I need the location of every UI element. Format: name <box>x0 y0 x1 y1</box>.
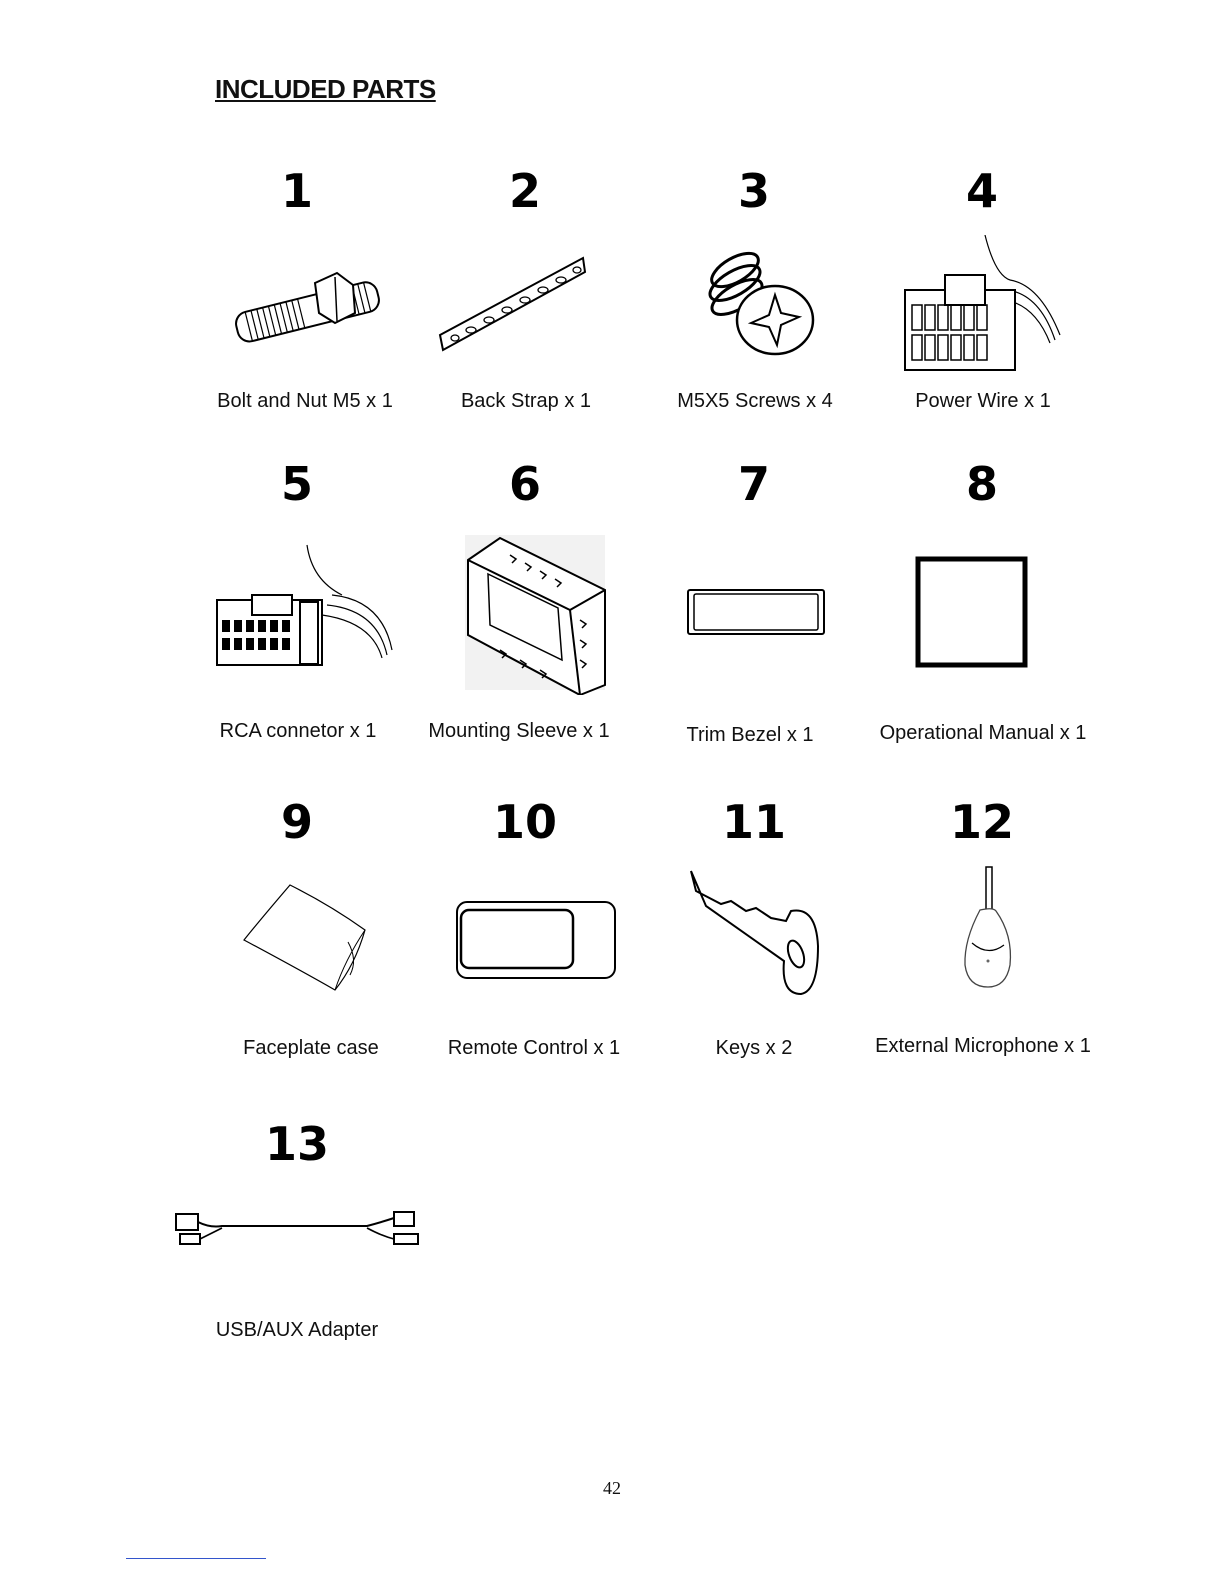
microphone-icon <box>958 865 1018 990</box>
part-label: Power Wire x 1 <box>915 390 1051 412</box>
part-label: M5X5 Screws x 4 <box>677 390 833 412</box>
part-number: 6 <box>508 457 541 511</box>
key-icon <box>686 866 826 996</box>
trim-bezel-icon <box>686 588 826 638</box>
part-number: 3 <box>737 164 770 218</box>
part-number: 11 <box>721 795 786 849</box>
part-number: 10 <box>492 795 557 849</box>
part-label: Keys x 2 <box>715 1037 793 1059</box>
part-label: Faceplate case <box>243 1037 379 1059</box>
remote-control-icon <box>455 900 617 980</box>
part-label: USB/AUX Adapter <box>215 1319 379 1341</box>
part-label: RCA connetor x 1 <box>219 720 377 742</box>
back-strap-icon <box>435 250 590 355</box>
part-label: Operational Manual x 1 <box>879 722 1087 744</box>
bolt-nut-icon <box>225 255 390 345</box>
manual-icon <box>915 556 1028 668</box>
screw-icon <box>695 245 820 360</box>
part-number: 8 <box>965 457 998 511</box>
page-number: 42 <box>603 1478 621 1498</box>
usb-aux-cable-icon <box>172 1208 424 1250</box>
part-label: Remote Control x 1 <box>447 1037 621 1059</box>
part-label: External Microphone x 1 <box>875 1035 1091 1057</box>
part-number: 4 <box>965 164 998 218</box>
page-title: INCLUDED PARTS <box>215 74 436 104</box>
part-number: 5 <box>280 457 313 511</box>
part-number: 1 <box>280 164 313 218</box>
part-label: Bolt and Nut M5 x 1 <box>217 390 393 412</box>
part-number: 9 <box>280 795 313 849</box>
part-number: 7 <box>737 457 770 511</box>
part-label: Back Strap x 1 <box>460 390 592 412</box>
part-number: 13 <box>264 1117 329 1171</box>
part-number: 2 <box>508 164 541 218</box>
footer-divider <box>126 1558 266 1559</box>
part-label: Mounting Sleeve x 1 <box>428 720 610 742</box>
rca-connector-icon <box>212 540 397 675</box>
faceplate-case-icon <box>240 880 370 995</box>
part-number: 12 <box>949 795 1014 849</box>
part-label: Trim Bezel x 1 <box>686 724 814 746</box>
power-wire-connector-icon <box>900 235 1070 375</box>
mounting-sleeve-icon <box>460 530 610 695</box>
